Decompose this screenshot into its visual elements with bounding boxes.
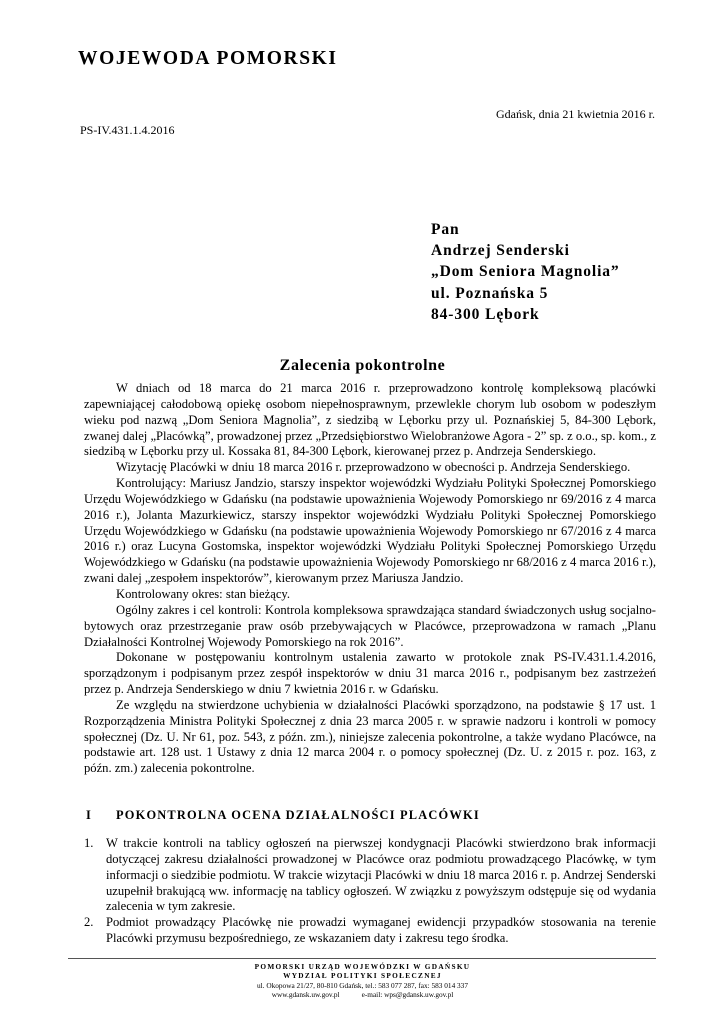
place-and-date: Gdańsk, dnia 21 kwietnia 2016 r. [496,107,655,121]
finding-text: Podmiot prowadzący Placówkę nie prowadzi wymaganej ewidencji przypadków stosowania na terenie Placówki przymusu bezpośredniego, ze wskazaniem daty i zakresu tego środka. [106,915,656,946]
footer-department: WYDZIAŁ POLITYKI SPOŁECZNEJ [283,971,442,981]
section-number: I [86,808,93,822]
paragraph-protocol: Dokonane w postępowaniu kontrolnym ustalenia zawarto w protokole znak PS-IV.431.1.4.2016, sporządzonym i podpisanym przez zespół inspektorów w dniu 31 marca 2016 r., podpisanym bez zastrzeżeń przez p. Andrzeja Senderskiego w dniu 7 kwietnia 2016 r. w Gdańsku. [84,650,656,697]
footer-website-link[interactable]: www.gdansk.uw.gov.pl [271,990,340,1000]
footer [0,962,725,1000]
paragraph-purpose: Ogólny zakres i cel kontroli: Kontrola kompleksowa sprawdzająca standard świadczonych usług socjalno-bytowych oraz przestrzeganie praw osób przebywających w Placówce, przeprowadzona w ramach „Planu Działalności Kontrolnej Wojewody Pomorskiego na rok 2016”. [84,602,656,649]
addressee-city: 84-300 Lębork [431,305,540,323]
footer-email-link[interactable]: e-mail: wps@gdansk.uw.gov.pl [361,990,454,1000]
addressee-block [431,219,620,325]
paragraph-legal-basis: Ze względu na stwierdzone uchybienia w działalności Placówki sporządzono, na podstawie § 17 ust. 1 Rozporządzenia Ministra Polityki Społecznej z dnia 23 marca 2005 r. w sprawie nadzoru i kontroli w pomocy społecznej (Dz. U. Nr 61, poz. 543, z późn. zm.), niniejsze zalecenia pokontrolne, a także wydano Placówce, na podstawie art. 128 ust. 1 Ustawy z dnia 12 marca 2004 r. o pomocy społecznej (Dz. U. z 2015 r. poz. 163, z późn. zm.) zalecenia pokontrolne. [84,697,656,776]
finding-number: 2. [84,915,94,930]
paragraph-visitation: Wizytację Placówki w dniu 18 marca 2016 r. przeprowadzono w obecności p. Andrzeja Senderskiego. [116,460,631,475]
paragraph-inspectors: Kontrolujący: Mariusz Jandzio, starszy inspektor wojewódzki Wydziału Polityki Społecznej Pomorskiego Urzędu Wojewódzkiego w Gdańsku (na podstawie upoważnienia Wojewody Pomorskiego nr 69/2016 z 4 marca 2016 r.), Jolanta Mazurkiewicz, starszy inspektor wojewódzki Wydziału Polityki Społecznej Pomorskiego Urzędu Wojewódzkiego w Gdańsku (na podstawie upoważnienia Wojewody Pomorskiego nr 67/2016 z 4 marca 2016 r.) oraz Lucyna Gostomska, inspektor wojewódzki Wydziału Polityki Społecznej Pomorskiego Urzędu Wojewódzkiego w Gdańsku (na podstawie upoważnienia Wojewody Pomorskiego nr 68/2016 z 4 marca 2016 r.), zwani dalej „zespołem inspektorów”, kierowanym przez Mariusza Jandzio. [84,476,656,586]
section-title: POKONTROLNA OCENA DZIAŁALNOŚCI PLACÓWKI [116,808,480,822]
finding-number: 1. [84,836,94,850]
reference-number: PS-IV.431.1.4.2016 [80,123,175,137]
list-item [84,915,656,947]
addressee-facility: „Dom Seniora Magnolia” [431,263,620,281]
addressee-name: Andrzej Senderski [431,242,570,260]
footer-office: POMORSKI URZĄD WOJEWÓDZKI W GDAŃSKU [254,962,471,971]
findings-list [84,836,656,947]
document-title: Zalecenia pokontrolne [279,357,446,374]
footer-address: ul. Okopowa 21/27, 80-810 Gdańsk, tel.: 583 077 287, fax: 583 014 337 [257,980,468,990]
section-heading [86,808,480,823]
finding-text: W trakcie kontroli na tablicy ogłoszeń na pierwszej kondygnacji Placówki stwierdzono brak informacji dotyczącej zakresu działalności prowadzonej w Placówce oraz podmiotu prowadzącego Placówkę, w tym informacji o siedzibie podmiotu. W trakcie wizytacji Placówki w dniu 18 marca 2016 r. p. Andrzej Senderski uzupełnił brakującą ww. informację na tablicy ogłoszeń. W związku z powyższym odstępuje się od wydania zalecenia w tym zakresie. [106,836,656,914]
addressee-street: ul. Poznańska 5 [431,284,549,302]
list-item [84,836,656,915]
paragraph-period: Kontrolowany okres: stan bieżący. [116,586,291,601]
footer-divider [68,958,656,959]
document-body [84,381,656,777]
addressee-salutation: Pan [431,221,460,238]
paragraph-inspection-scope: W dniach od 18 marca do 21 marca 2016 r. przeprowadzono kontrolę kompleksową placówki zapewniającej całodobową opiekę osobom niepełnosprawnym, przewlekle chorym lub osobom w podeszłym wieku pod nazwą „Dom Seniora Magnolia”, z siedzibą w Lęborku przy ul. Poznańskiej 5, 84-300 Lębork, zwanej dalej „Placówką”, prowadzonej przez „Przedsiębiorstwo Wielobranżowe Agora - 2” sp. z o.o., sp. kom., z siedzibą w Lęborku przy ul. Kossaka 81, 84-300 Lębork, kierowanej przez p. Andrzeja Senderskiego. [84,381,656,459]
authority-title: WOJEWODA POMORSKI [78,48,338,69]
